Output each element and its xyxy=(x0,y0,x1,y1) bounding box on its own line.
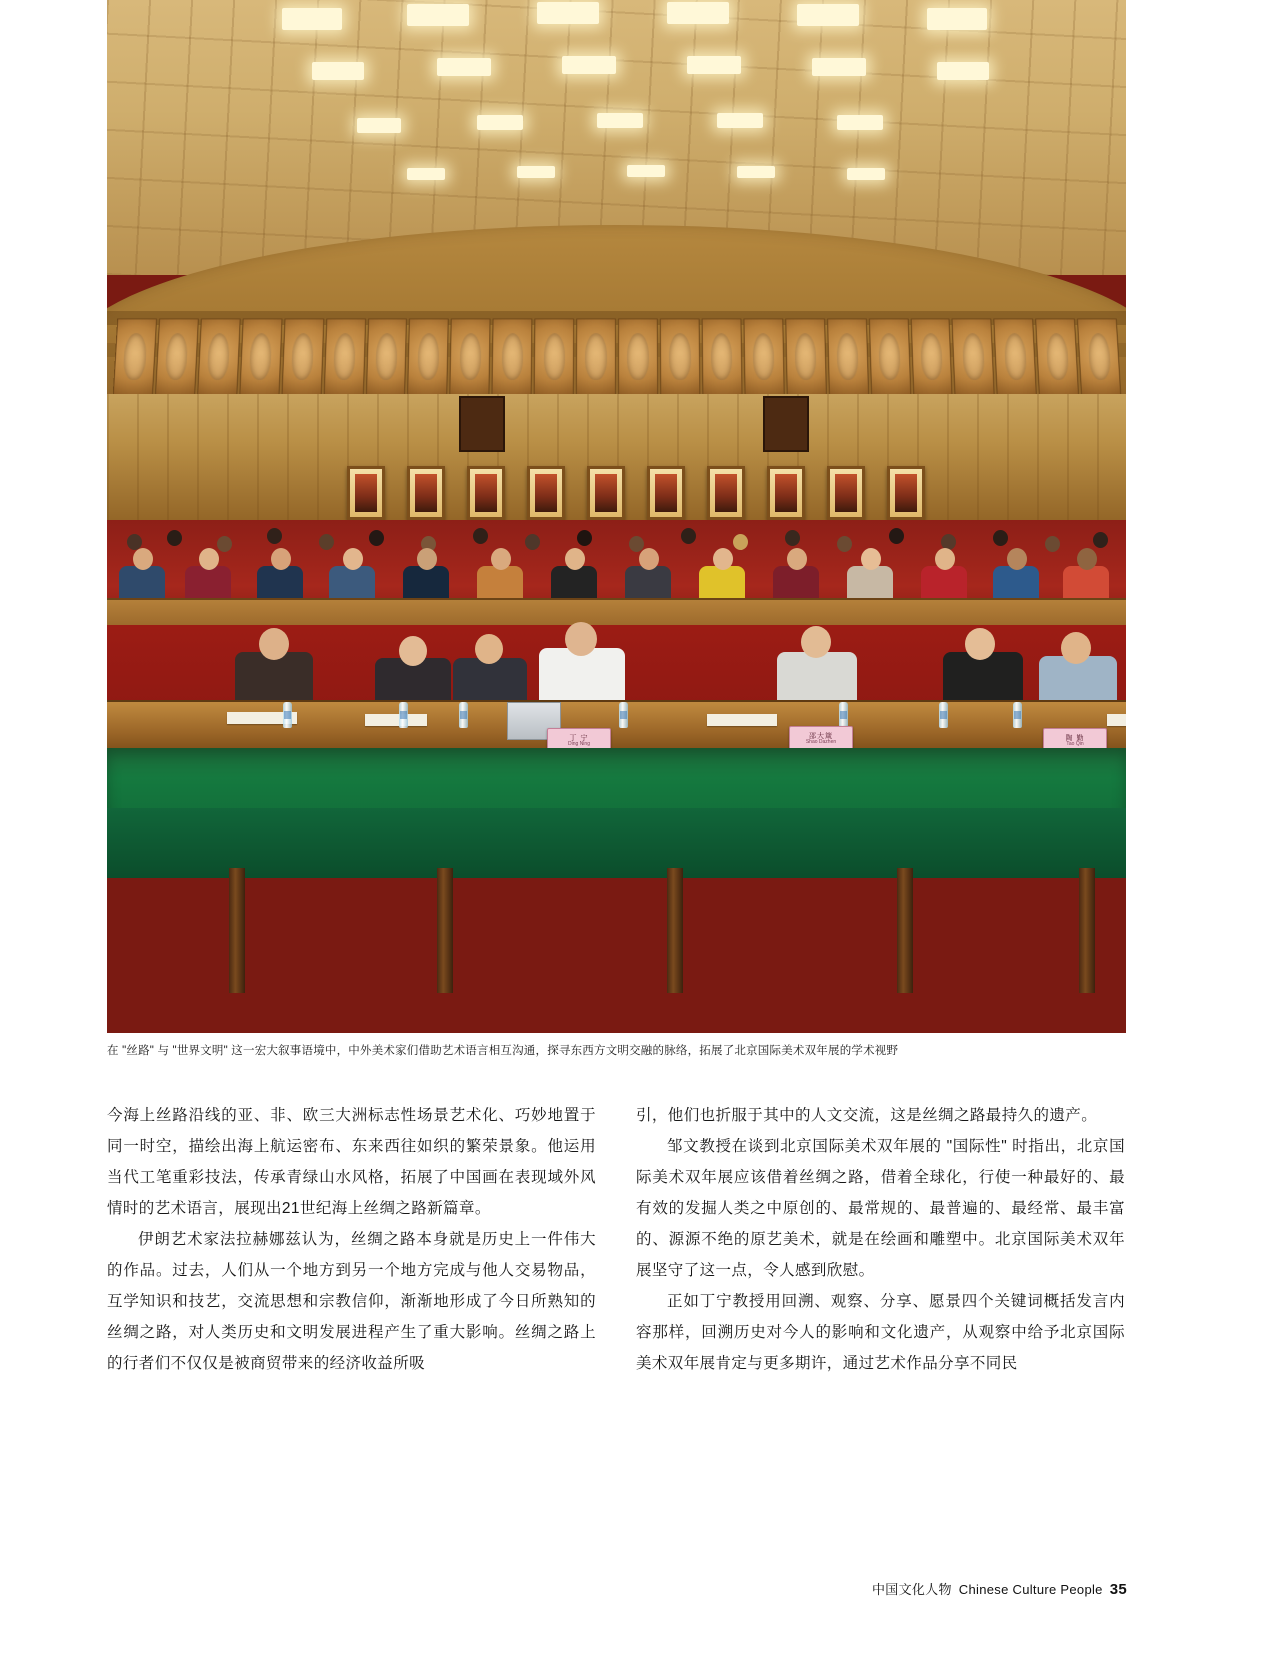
ceiling-light xyxy=(927,8,987,30)
ceiling-light xyxy=(357,118,401,133)
relief-panel xyxy=(618,318,658,396)
paragraph: 引，他们也折服于其中的人文交流，这是丝绸之路最持久的遗产。 xyxy=(636,1107,1098,1124)
audience-head xyxy=(199,548,219,570)
water-bottle xyxy=(283,702,292,728)
ceiling-light xyxy=(937,62,989,80)
ceiling-light xyxy=(737,166,775,178)
audience-head xyxy=(889,528,904,544)
vip-head xyxy=(565,622,597,656)
audience-head xyxy=(417,548,437,570)
relief-panel xyxy=(281,318,324,396)
relief-panel xyxy=(155,318,199,396)
footer-publication-en: Chinese Culture People xyxy=(958,1582,1103,1597)
audience-head xyxy=(639,548,659,570)
water-bottle xyxy=(399,702,408,728)
audience-head xyxy=(369,530,384,546)
relief-panel xyxy=(994,318,1038,396)
left-column xyxy=(107,1100,596,1379)
ceiling-light xyxy=(667,2,729,24)
ceiling-light xyxy=(597,113,643,128)
relief-panel xyxy=(534,318,574,396)
audience-head xyxy=(681,528,696,544)
relief-panel xyxy=(1035,318,1079,396)
doorway xyxy=(459,396,505,452)
audience-head xyxy=(577,530,592,546)
right-column xyxy=(636,1100,1125,1379)
relief-panel xyxy=(702,318,743,396)
relief-panel xyxy=(1077,318,1121,396)
audience-head xyxy=(837,536,852,552)
vip-head xyxy=(1061,632,1091,664)
audience-head xyxy=(785,530,800,546)
relief-panel xyxy=(408,318,450,396)
ceiling-light xyxy=(812,58,866,76)
page-number: 35 xyxy=(1109,1581,1127,1598)
table-leg xyxy=(229,868,245,993)
audience-head xyxy=(271,548,291,570)
audience-head xyxy=(733,534,748,550)
ceiling-light xyxy=(312,62,364,80)
nameplate-name-cn: 丁 宁 xyxy=(569,734,589,742)
relief-panel xyxy=(868,318,910,396)
relief-panel xyxy=(576,318,616,396)
audience-head xyxy=(1045,536,1060,552)
ceiling-light xyxy=(437,58,491,76)
audience-head xyxy=(319,534,334,550)
paragraph: 今海上丝路沿线的亚、非、欧三大洲标志性场景艺术化、巧妙地置于同一时空，描绘出海上航运密布、东来西往如织的繁荣景象。他运用当代工笔重彩技法，传承青绿山水风格，拓展了中国画在表现域外风情时的艺术语言，展现出21世纪海上丝绸之路新篇章。 xyxy=(107,1107,596,1217)
table-leg xyxy=(897,868,913,993)
audience-head xyxy=(133,548,153,570)
vip-head xyxy=(965,628,995,660)
relief-panel xyxy=(827,318,869,396)
ceiling-light xyxy=(562,56,616,74)
water-bottle xyxy=(459,702,468,728)
audience-head xyxy=(1093,532,1108,548)
relief-panel xyxy=(113,318,157,396)
audience-head xyxy=(491,548,511,570)
audience-head xyxy=(1077,548,1097,570)
audience-head xyxy=(1007,548,1027,570)
vip-head xyxy=(801,626,831,658)
ceiling-light xyxy=(797,4,859,26)
relief-panel xyxy=(952,318,995,396)
page-footer xyxy=(872,1579,1127,1598)
water-bottle xyxy=(839,702,848,728)
water-bottle xyxy=(1013,702,1022,728)
audience-head xyxy=(713,548,733,570)
audience-head xyxy=(935,548,955,570)
ceiling-light xyxy=(282,8,342,30)
audience-head xyxy=(565,548,585,570)
head-table-front xyxy=(107,700,1126,754)
paragraph: 伊朗艺术家法拉赫娜兹认为，丝绸之路本身就是历史上一件伟大的作品。过去，人们从一个地方到另一个地方完成与他人交易物品，互学知识和技艺，交流思想和宗教信仰，渐渐地形成了今日所熟知的丝绸之路，对人类历史和文明发展进程产生了重大影响。丝绸之路上的行者们不仅仅是被商贸带来的经济收益所吸 xyxy=(107,1231,596,1372)
audience-head xyxy=(343,548,363,570)
water-bottle xyxy=(939,702,948,728)
ceiling-light xyxy=(537,2,599,24)
hanging-art-panel xyxy=(767,466,805,520)
ceiling-light xyxy=(717,113,763,128)
photo-scene xyxy=(107,0,1126,1033)
table-leg xyxy=(1079,868,1095,993)
nameplate-name-cn: 陶 勤 xyxy=(1065,734,1085,742)
relief-panel xyxy=(365,318,407,396)
paragraph: 正如丁宁教授用回溯、观察、分享、愿景四个关键词概括发言内容那样，回溯历史对今人的影响和文化遗产，从观察中给予北京国际美术双年展肯定与更多期许，通过艺术作品分享不同民 xyxy=(636,1293,1125,1372)
audience-head xyxy=(267,528,282,544)
audience-head xyxy=(861,548,881,570)
footer-publication-cn: 中国文化人物 xyxy=(871,1582,952,1597)
ceiling-light xyxy=(837,115,883,130)
table-leg xyxy=(667,868,683,993)
paragraph: 邹文教授在谈到北京国际美术双年展的 "国际性" 时指出，北京国际美术双年展应该借着丝绸之路，借着全球化，行使一种最好的、最有效的发掘人类之中原创的、最常规的、最普遍的、最经常、最丰富的、源源不绝的原艺美术，就是在绘画和雕塑中。北京国际美术双年展坚守了这一点，令人感到欣慰。 xyxy=(636,1138,1125,1279)
nameplate-name-en: Ding Ning xyxy=(568,741,590,748)
audience-head xyxy=(217,536,232,552)
relief-panel xyxy=(910,318,953,396)
vip-head xyxy=(259,628,289,660)
hanging-art-panel xyxy=(827,466,865,520)
relief-panel xyxy=(660,318,700,396)
article-body xyxy=(107,1100,1125,1379)
ceiling-light xyxy=(407,168,445,180)
relief-panel xyxy=(785,318,827,396)
ceiling-light xyxy=(627,165,665,177)
table-legs xyxy=(107,868,1126,998)
relief-panel xyxy=(197,318,241,396)
ceiling-light xyxy=(847,168,885,180)
relief-panel xyxy=(450,318,491,396)
hanging-art-panel xyxy=(527,466,565,520)
hanging-art-panel xyxy=(587,466,625,520)
nameplate-name-cn: 邵大箴 xyxy=(809,732,833,740)
table-leg xyxy=(437,868,453,993)
audience-head xyxy=(473,528,488,544)
water-bottle xyxy=(619,702,628,728)
vip-head xyxy=(399,636,427,666)
event-photo xyxy=(107,0,1126,1033)
balcony-relief-panels xyxy=(113,318,1122,396)
doorway xyxy=(763,396,809,452)
hanging-art-panel xyxy=(707,466,745,520)
audience-head xyxy=(787,548,807,570)
relief-panel xyxy=(743,318,784,396)
nameplate-name-en: Tao Qin xyxy=(1066,741,1084,748)
ceiling-light xyxy=(407,4,469,26)
ceiling-light xyxy=(687,56,741,74)
nameplate-name-en: Shao Dazhen xyxy=(805,739,837,746)
relief-panel xyxy=(239,318,282,396)
hanging-art-panel xyxy=(887,466,925,520)
document-paper xyxy=(365,714,427,726)
hanging-art-panel xyxy=(647,466,685,520)
document-paper xyxy=(707,714,777,726)
hanging-art-panel xyxy=(407,466,445,520)
ceiling-light xyxy=(477,115,523,130)
hanging-art-panel xyxy=(467,466,505,520)
photo-caption: 在 "丝路" 与 "世界文明" 这一宏大叙事语境中，中外美术家们借助艺术语言相互沟通，探寻东西方文明交融的脉络，拓展了北京国际美术双年展的学术视野 xyxy=(107,1045,899,1057)
audience-head xyxy=(993,530,1008,546)
relief-panel xyxy=(323,318,365,396)
relief-panel xyxy=(492,318,533,396)
document-paper xyxy=(1107,714,1126,726)
vip-head xyxy=(475,634,503,664)
audience-head xyxy=(167,530,182,546)
hanging-art-panel xyxy=(347,466,385,520)
audience-head xyxy=(525,534,540,550)
ceiling-light xyxy=(517,166,555,178)
